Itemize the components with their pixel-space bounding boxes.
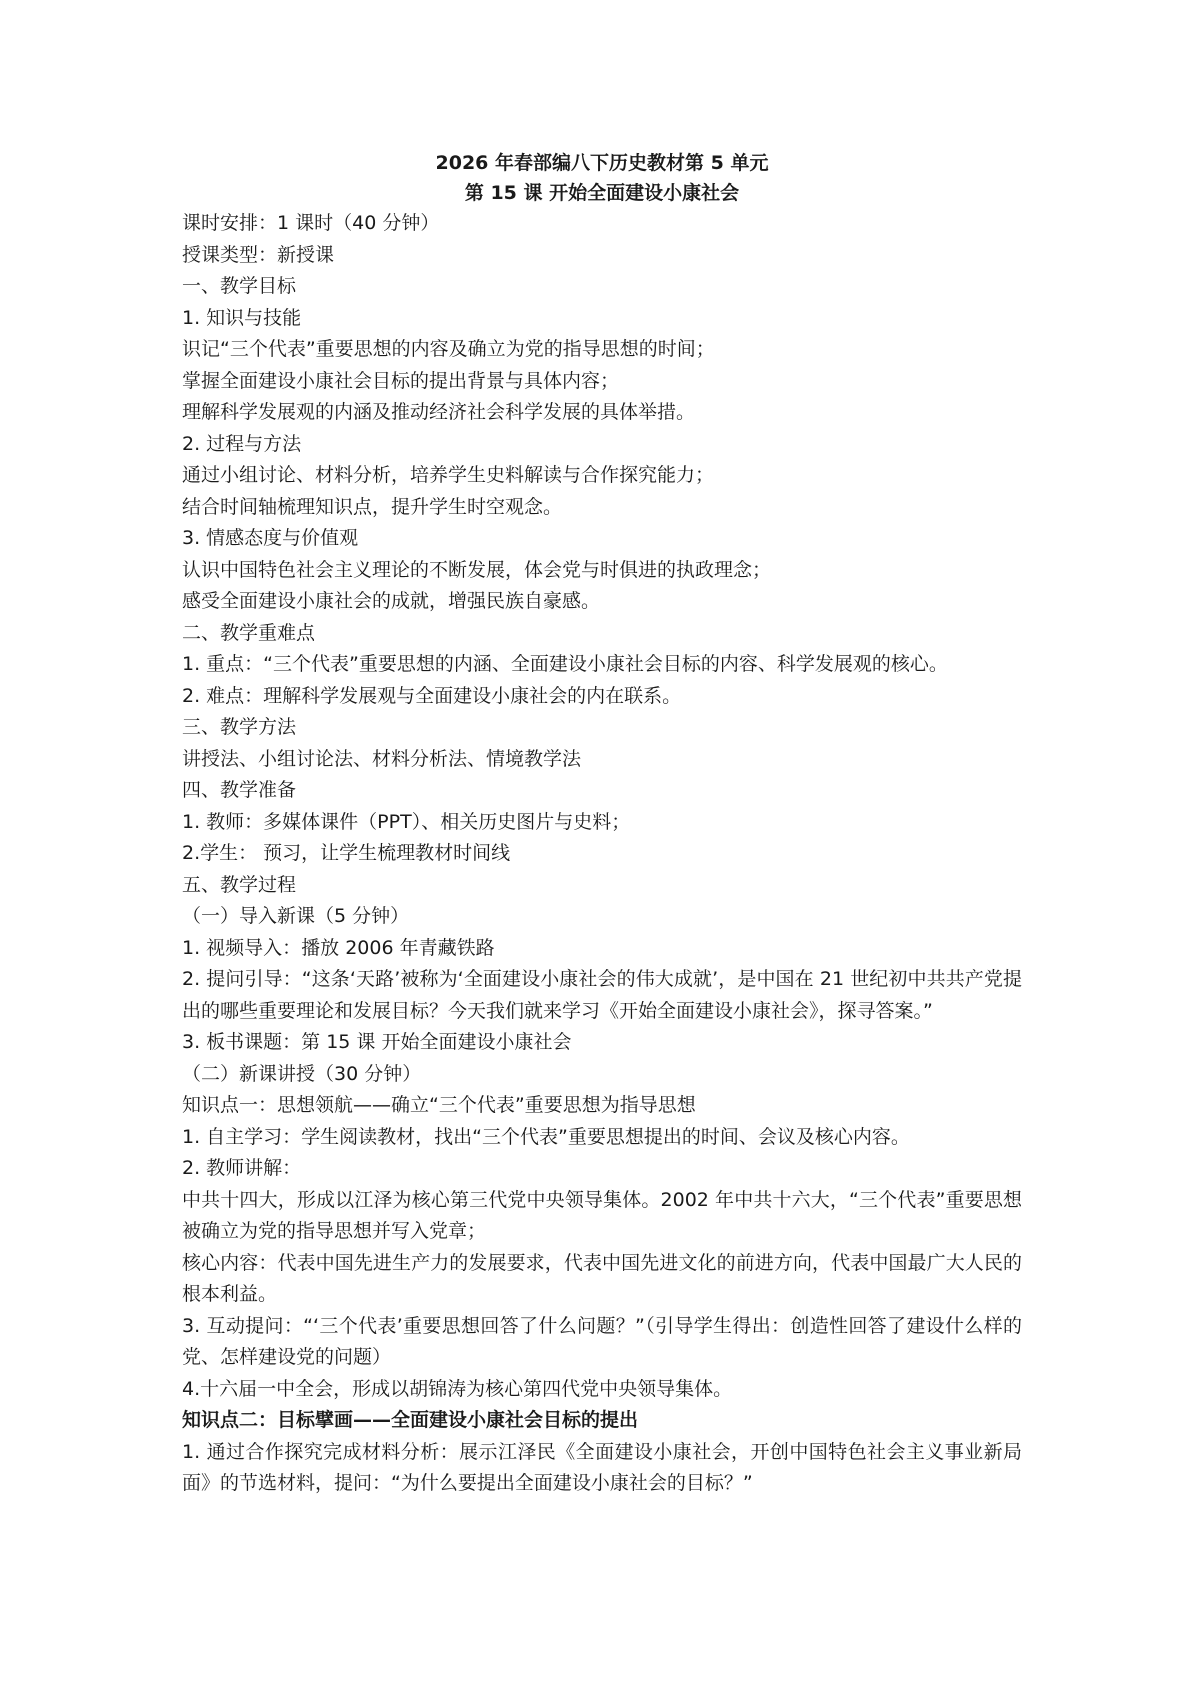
document-body — [182, 148, 1022, 1500]
body-line: 识记“三个代表”重要思想的内容及确立为党的指导思想的时间； — [182, 338, 715, 360]
document-title: 2026 年春部编八下历史教材第 5 单元 — [435, 152, 769, 174]
subsection-heading: 3. 情感态度与价值观 — [182, 527, 359, 549]
body-paragraph: 3. 互动提问：“‘三个代表’重要思想回答了什么问题？”（引导学生得出：创造性回答了建设什么样的党、怎样建设党的问题） — [182, 1314, 1022, 1368]
body-line: 感受全面建设小康社会的成就，增强民族自豪感。 — [182, 590, 601, 612]
body-line: 认识中国特色社会主义理论的不断发展，体会党与时俱进的执政理念； — [182, 558, 772, 581]
subsection-heading: （二）新课讲授（30 分钟） — [182, 1062, 422, 1085]
section-heading: 四、教学准备 — [182, 779, 297, 801]
subsection-heading: 2. 过程与方法 — [182, 432, 302, 455]
lesson-title: 第 15 课 开始全面建设小康社会 — [464, 182, 740, 204]
body-paragraph: 1. 重点：“三个代表”重要思想的内涵、全面建设小康社会目标的内容、科学发展观的核心。 — [182, 653, 948, 675]
knowledge-point-heading: 知识点二：目标擘画——全面建设小康社会目标的提出 — [182, 1409, 639, 1431]
subsection-heading: （一）导入新课（5 分钟） — [182, 905, 410, 927]
section-heading: 二、教学重难点 — [182, 621, 316, 644]
body-paragraph: 1. 通过合作探究完成材料分析：展示江泽民《全面建设小康社会，开创中国特色社会主义事业新局面》的节选材料，提问：“为什么要提出全面建设小康社会的目标？” — [182, 1440, 1022, 1494]
body-line: 理解科学发展观的内涵及推动经济社会科学发展的具体举措。 — [182, 401, 696, 423]
body-line: 3. 板书课题：第 15 课 开始全面建设小康社会 — [182, 1031, 572, 1053]
body-line: 2. 教师讲解： — [182, 1157, 302, 1179]
subsection-heading: 1. 知识与技能 — [182, 306, 302, 329]
body-paragraph: 核心内容：代表中国先进生产力的发展要求，代表中国先进文化的前进方向，代表中国最广大人民的根本利益。 — [182, 1251, 1022, 1305]
class-hours: 课时安排：1 课时（40 分钟） — [182, 212, 440, 234]
body-line: 1. 教师：多媒体课件（PPT）、相关历史图片与史料； — [182, 810, 631, 833]
body-line: 结合时间轴梳理知识点，提升学生时空观念。 — [182, 495, 563, 518]
body-paragraph: 2. 提问引导：“这条‘天路’被称为‘全面建设小康社会的伟大成就’，是中国在 21 世纪初中共共产党提出的哪些重要理论和发展目标？今天我们就来学习《开始全面建设小康社会》，探寻答案。” — [182, 968, 1022, 1022]
body-paragraph: 中共十四大，形成以江泽为核心第三代党中央领导集体。2002 年中共十六大，“三个代表”重要思想被确立为党的指导思想并写入党章； — [182, 1188, 1022, 1242]
body-line: 4.十六届一中全会，形成以胡锦涛为核心第四代党中央领导集体。 — [182, 1377, 733, 1400]
body-line: 1. 视频导入：播放 2006 年青藏铁路 — [182, 936, 495, 959]
body-line: 掌握全面建设小康社会目标的提出背景与具体内容； — [182, 369, 620, 392]
body-line: 2. 难点：理解科学发展观与全面建设小康社会的内在联系。 — [182, 684, 682, 707]
section-heading: 五、教学过程 — [182, 873, 297, 896]
body-line: 讲授法、小组讨论法、材料分析法、情境教学法 — [182, 747, 582, 770]
section-heading: 一、教学目标 — [182, 275, 297, 297]
section-heading: 三、教学方法 — [182, 716, 297, 738]
knowledge-point-heading: 知识点一：思想领航——确立“三个代表”重要思想为指导思想 — [182, 1094, 696, 1116]
body-line: 1. 自主学习：学生阅读教材，找出“三个代表”重要思想提出的时间、会议及核心内容。 — [182, 1125, 910, 1148]
lesson-type: 授课类型：新授课 — [182, 243, 335, 266]
body-line: 通过小组讨论、材料分析，培养学生史料解读与合作探究能力； — [182, 464, 715, 486]
body-line: 2.学生： 预习，让学生梳理教材时间线 — [182, 842, 511, 864]
